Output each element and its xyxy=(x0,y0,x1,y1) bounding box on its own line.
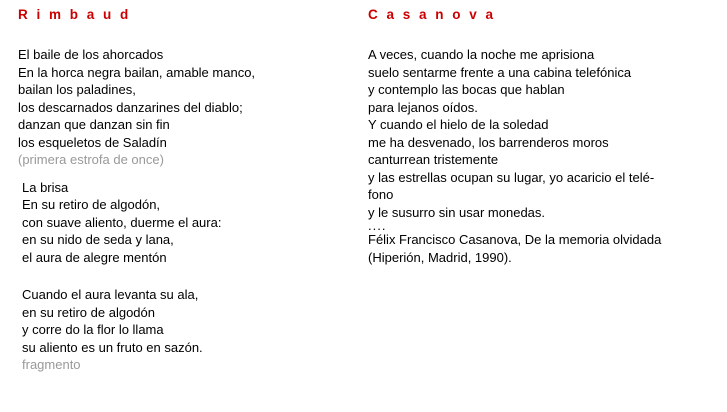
poem-line: los descarnados danzarines del diablo; xyxy=(18,99,243,115)
poem-line: bailan los paladines, xyxy=(18,82,136,97)
poem-line: en su nido de seda y lana, xyxy=(22,232,174,247)
poem-line: el aura de alegre mentón xyxy=(22,249,167,265)
page-title-rimbaud: R i m b a u d xyxy=(18,7,131,22)
poem-line: suelo sentarme frente a una cabina telefónica xyxy=(368,64,632,80)
poem-line: en su retiro de algodón xyxy=(22,304,155,320)
poem-line: Cuando el aura levanta su ala, xyxy=(22,287,199,302)
page-title-casanova: C a s a n o v a xyxy=(368,7,496,22)
poem-line: su aliento es un fruto en sazón. xyxy=(22,339,203,355)
poem-line: En la horca negra bailan, amable manco, xyxy=(18,64,256,80)
poem-line: y corre do la flor lo llama xyxy=(22,322,164,337)
poem-line: Y cuando el hielo de la soledad xyxy=(368,117,549,132)
poem-stanza-rimbaud-2 xyxy=(18,179,348,267)
attribution-line: Félix Francisco Casanova, De la memoria olvidada xyxy=(368,232,662,247)
poem-line: con suave aliento, duerme el aura: xyxy=(22,214,222,230)
right-column xyxy=(368,0,718,266)
poem-line: En su retiro de algodón, xyxy=(22,197,161,212)
poem-stanza-casanova-1 xyxy=(368,46,718,221)
poem-line: y contemplo las bocas que hablan xyxy=(368,82,565,97)
poem-line: los esqueletos de Saladín xyxy=(18,134,167,150)
poem-line: danzan que danzan sin fin xyxy=(18,117,170,132)
poem-note-excerpt: (primera estrofa de once) xyxy=(18,152,164,167)
poem-line: me ha desvenado, los barrenderos moros xyxy=(368,134,609,150)
poem-stanza-rimbaud-3 xyxy=(18,286,348,374)
poem-stanza-rimbaud-1 xyxy=(18,46,348,169)
poem-line: fono xyxy=(368,187,394,202)
poem-line: La brisa xyxy=(22,179,69,195)
poem-line: y las estrellas ocupan su lugar, yo acaricio el telé- xyxy=(368,169,655,185)
section-separator: .... xyxy=(368,218,387,233)
poem-line: El baile de los ahorcados xyxy=(18,47,164,62)
poem-line: A veces, cuando la noche me aprisiona xyxy=(368,47,595,62)
poem-attribution xyxy=(368,231,718,266)
poem-note-fragment: fragmento xyxy=(22,357,81,372)
poem-line: canturrean tristemente xyxy=(368,152,499,167)
spacer xyxy=(18,169,348,179)
poem-line: y le susurro sin usar monedas. xyxy=(368,204,546,220)
left-column xyxy=(18,0,348,374)
poem-line: para lejanos oídos. xyxy=(368,99,478,115)
attribution-line: (Hiperión, Madrid, 1990). xyxy=(368,249,512,265)
spacer xyxy=(18,266,348,286)
